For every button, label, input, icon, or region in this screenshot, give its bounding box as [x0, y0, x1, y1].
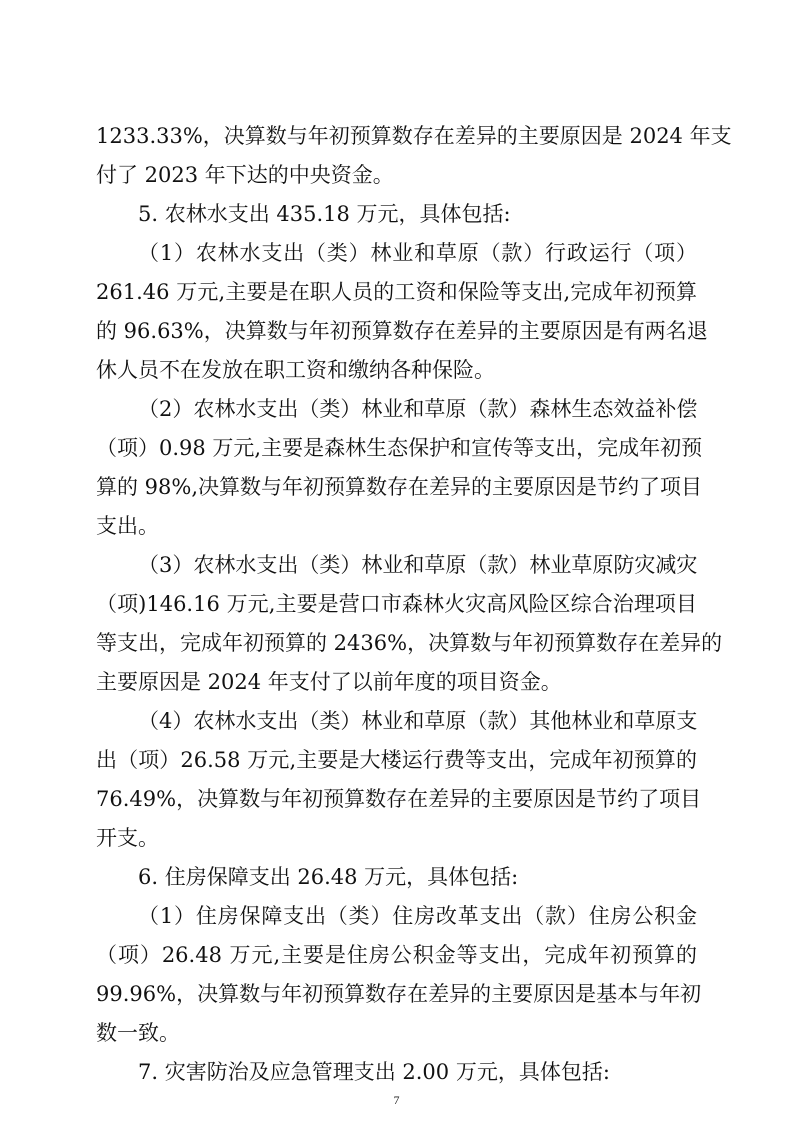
text-line: 休人员不在发放在职工资和缴纳各种保险。 [96, 358, 495, 382]
text-line: 1233.33%，决算数与年初预算数存在差异的主要原因是 2024 年支 [96, 124, 732, 148]
text-line: 的 96.63%，决算数与年初预算数存在差异的主要原因是有两名退 [96, 319, 708, 343]
section-heading: 7. 灾害防治及应急管理支出 2.00 万元，具体包括: [138, 1060, 610, 1084]
text-line: （2）农林水支出（类）林业和草原（款）森林生态效益补偿 [138, 397, 698, 421]
text-line: （4）农林水支出（类）林业和草原（款）其他林业和草原支 [138, 709, 698, 733]
text-line: 数一致。 [96, 1021, 180, 1045]
text-line: （项）26.48 万元,主要是住房公积金等支出，完成年初预算的 [96, 943, 697, 967]
text-line: 付了 2023 年下达的中央资金。 [96, 163, 394, 187]
text-line: 支出。 [96, 514, 159, 538]
text-line: 99.96%，决算数与年初预算数存在差异的主要原因是基本与年初 [96, 982, 702, 1006]
page-number: 7 [393, 1093, 400, 1107]
text-line: （1）住房保障支出（类）住房改革支出（款）住房公积金 [138, 904, 697, 928]
text-line: （3）农林水支出（类）林业和草原（款）林业草原防灾减灾 [138, 553, 698, 577]
text-line: 等支出，完成年初预算的 2436%，决算数与年初预算数存在差异的 [96, 631, 723, 655]
section-heading: 5. 农林水支出 435.18 万元，具体包括: [138, 202, 511, 226]
text-line: 76.49%，决算数与年初预算数存在差异的主要原因是节约了项目 [96, 787, 702, 811]
text-line: 261.46 万元,主要是在职人员的工资和保险等支出,完成年初预算 [96, 280, 697, 304]
text-line: 出（项）26.58 万元,主要是大楼运行费等支出，完成年初预算的 [96, 748, 697, 772]
text-line: 主要原因是 2024 年支付了以前年度的项目资金。 [96, 670, 562, 694]
section-heading: 6. 住房保障支出 26.48 万元，具体包括: [138, 865, 519, 889]
text-line: 开支。 [96, 826, 159, 850]
text-line: （项）0.98 万元,主要是森林生态保护和宣传等支出，完成年初预 [96, 436, 703, 460]
text-line: （项)146.16 万元,主要是营口市森林火灾高风险区综合治理项目 [96, 592, 697, 616]
text-line: （1）农林水支出（类）林业和草原（款）行政运行（项） [138, 241, 697, 265]
text-line: 算的 98%,决算数与年初预算数存在差异的主要原因是节约了项目 [96, 475, 703, 499]
